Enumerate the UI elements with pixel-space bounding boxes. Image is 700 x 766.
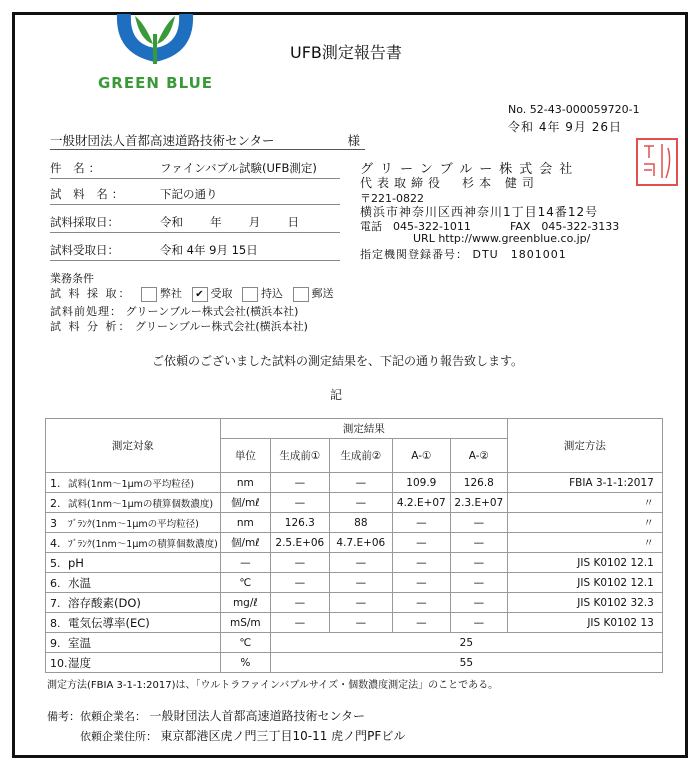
col-before-1: 生成前① — [270, 439, 329, 473]
table-row — [46, 653, 663, 673]
company-fax: FAX 045-322-3133 — [510, 220, 620, 233]
row-number: 5. — [50, 556, 61, 570]
col-before-2: 生成前② — [329, 439, 392, 473]
cell-value: — — [450, 513, 507, 533]
row-number: 7. — [50, 596, 61, 610]
footnote: 測定方法(FBIA 3-1-1:2017)は、「ウルトラファインバブルサイズ・個数濃度測定法」のことである。 — [47, 680, 499, 691]
row-target — [46, 633, 221, 653]
addressee — [50, 131, 365, 150]
green-blue-logo — [95, 14, 220, 96]
results-table — [45, 418, 663, 673]
cell-value: — — [329, 473, 392, 493]
company-address: 横浜市神奈川区西神奈川1丁目14番12号 — [360, 205, 599, 219]
cell-value: — — [270, 493, 329, 513]
addressee-name: 一般財団法人首都高速道路技術センター — [50, 133, 275, 148]
row-method: FBIA 3-1-1:2017 — [507, 473, 662, 493]
col-unit: 単位 — [220, 439, 270, 473]
cell-value: — — [270, 573, 329, 593]
cell-value: — — [392, 573, 450, 593]
table-row — [46, 493, 663, 513]
cell-value: — — [220, 553, 270, 573]
option-label: 弊社 — [160, 287, 182, 300]
cell-value: — — [392, 513, 450, 533]
field-sample-name — [50, 186, 340, 205]
cell-unit: ℃ — [220, 633, 270, 653]
row-number: 1. — [50, 476, 61, 490]
row-name: 試料(1nm～1μmの平均粒径) — [68, 478, 195, 490]
cell-value: — — [392, 593, 450, 613]
cell-value: — — [392, 553, 450, 573]
field-label: 試 料 名： — [50, 187, 128, 201]
remarks-client — [47, 707, 665, 724]
sampling-label: 試 料 採 取： — [50, 287, 132, 300]
checkbox-received[interactable]: ✔ — [192, 287, 208, 302]
table-row — [46, 553, 663, 573]
row-method: JIS K0102 32.3 — [507, 593, 662, 613]
row-number: 8. — [50, 616, 61, 630]
cell-value: — — [450, 593, 507, 613]
row-method: JIS K0102 12.1 — [507, 573, 662, 593]
company-seal — [636, 138, 678, 186]
cell-value: 個/mℓ — [220, 493, 270, 513]
field-label: 試料受取日： — [50, 243, 119, 257]
cell-value: 55 — [270, 653, 662, 673]
row-target — [46, 613, 221, 633]
row-name: 試料(1nm～1μmの積算個数濃度) — [68, 498, 214, 510]
row-name: 水温 — [68, 575, 91, 590]
pretreatment-label: 試料前処理： — [50, 305, 122, 318]
registration-number: 指定機関登録番号： DTU 1801001 — [360, 248, 567, 261]
cell-value: — — [270, 613, 329, 633]
table-row — [46, 513, 663, 533]
row-method: JIS K0102 12.1 — [507, 553, 662, 573]
cell-value: 2.5.E+06 — [270, 533, 329, 553]
intro-text: ご依頼のございました試料の測定結果を、下記の通り報告致します。 — [152, 354, 524, 368]
cell-value: nm — [220, 513, 270, 533]
cell-value: — — [270, 593, 329, 613]
row-target — [46, 573, 221, 593]
client-address: 東京都港区虎ノ門三丁目10-11 虎ノ門PFビル — [160, 729, 406, 743]
field-sampling-date — [50, 214, 340, 233]
cell-value: ℃ — [220, 573, 270, 593]
field-value: 令和 4年 9月 15日 — [160, 243, 258, 257]
table-row — [46, 613, 663, 633]
cell-value: — — [329, 573, 392, 593]
pretreatment-value: グリーンブルー株式会社(横浜本社) — [125, 305, 299, 318]
row-name: 室温 — [68, 635, 91, 650]
cell-value: — — [392, 533, 450, 553]
checkbox-brought[interactable] — [242, 287, 258, 302]
page-title: UFB測定報告書 — [290, 43, 402, 62]
cell-value: 4.7.E+06 — [329, 533, 392, 553]
row-method: 〃 — [507, 533, 662, 553]
table-row — [46, 593, 663, 613]
company-url: URL http://www.greenblue.co.jp/ — [413, 232, 591, 245]
field-received-date — [50, 242, 340, 261]
row-target — [46, 533, 221, 553]
results-section — [45, 418, 665, 744]
cell-value: — — [450, 553, 507, 573]
row-name: ﾌﾞﾗﾝｸ(1nm～1μmの平均粒径) — [68, 518, 199, 530]
field-label: 試料採取日： — [50, 215, 119, 229]
header-method: 測定方法 — [507, 419, 662, 473]
cell-value: — — [270, 473, 329, 493]
row-name: 溶存酸素(DO) — [68, 595, 141, 610]
field-value: 下記の通り — [160, 187, 218, 201]
cell-value: — — [392, 613, 450, 633]
company-name: グリーンブルー株式会社 — [360, 162, 580, 177]
row-target — [46, 513, 221, 533]
cell-value: — — [329, 613, 392, 633]
option-label: 受取 — [210, 287, 233, 300]
cell-value: 2.3.E+07 — [450, 493, 507, 513]
cell-value: 109.9 — [392, 473, 450, 493]
col-a1: A-① — [392, 439, 450, 473]
ki-heading: 記 — [330, 388, 343, 402]
remarks-label: 備考： — [47, 710, 80, 723]
checkbox-mail[interactable] — [293, 287, 309, 302]
pretreatment — [50, 303, 298, 319]
cell-value: 25 — [270, 633, 662, 653]
table-row — [46, 533, 663, 553]
cell-value: mS/m — [220, 613, 270, 633]
company-zip: 〒221-0822 — [360, 192, 424, 205]
client-name: 一般財団法人首都高速道路技術センター — [149, 709, 366, 723]
analysis-label: 試 料 分 析： — [50, 320, 132, 333]
col-a2: A-② — [450, 439, 507, 473]
row-number: 4. — [50, 536, 61, 550]
report-number: No. 52-43-000059720-1 — [508, 103, 640, 116]
row-number: 10. — [50, 656, 68, 670]
address-label: 依頼企業住所： — [80, 730, 157, 743]
field-subject — [50, 160, 340, 179]
row-method: 〃 — [507, 513, 662, 533]
cell-value: — — [450, 533, 507, 553]
header-target: 測定対象 — [46, 419, 221, 473]
row-number: 9. — [50, 636, 61, 650]
row-target — [46, 473, 221, 493]
checkbox-own[interactable] — [141, 287, 157, 302]
row-target — [46, 653, 221, 673]
option-label: 郵送 — [311, 287, 334, 300]
company-representative: 代表取締役 杉本 健司 — [360, 176, 539, 190]
row-number: 6. — [50, 576, 61, 590]
table-row — [46, 633, 663, 653]
cell-value: — — [329, 553, 392, 573]
cell-value: — — [270, 553, 329, 573]
row-number: 3 — [50, 516, 57, 530]
row-target — [46, 493, 221, 513]
row-name: 電気伝導率(EC) — [68, 615, 150, 630]
report-date: 令和 4年 9月 26日 — [508, 120, 622, 134]
row-method: JIS K0102 13 — [507, 613, 662, 633]
cell-value: — — [329, 493, 392, 513]
analysis — [50, 318, 308, 334]
table-row — [46, 573, 663, 593]
row-target — [46, 593, 221, 613]
company-tel: 電話 045-322-1011 — [360, 220, 471, 233]
cell-value: 88 — [329, 513, 392, 533]
remarks-address — [80, 727, 665, 744]
cell-value: — — [450, 613, 507, 633]
field-value: 令和 年 月 日 — [160, 215, 299, 229]
cell-value: nm — [220, 473, 270, 493]
row-name: 湿度 — [68, 655, 91, 670]
cell-value: 126.3 — [270, 513, 329, 533]
field-value: ファインバブル試験(UFB測定) — [160, 161, 317, 175]
row-name: ﾌﾞﾗﾝｸ(1nm～1μmの積算個数濃度) — [68, 538, 218, 550]
header-results: 測定結果 — [220, 419, 507, 439]
logo-text: GREEN BLUE — [98, 74, 214, 92]
cell-value: 126.8 — [450, 473, 507, 493]
addressee-suffix: 様 — [347, 133, 360, 148]
cell-unit: % — [220, 653, 270, 673]
cell-value: 個/mℓ — [220, 533, 270, 553]
cell-value: 4.2.E+07 — [392, 493, 450, 513]
row-method: 〃 — [507, 493, 662, 513]
sampling-method — [50, 285, 334, 302]
row-target — [46, 553, 221, 573]
row-name: pH — [68, 555, 84, 570]
row-number: 2. — [50, 496, 61, 510]
table-row — [46, 473, 663, 493]
cell-value: mg/ℓ — [220, 593, 270, 613]
analysis-value: グリーンブルー株式会社(横浜本社) — [135, 320, 308, 333]
cell-value: — — [329, 593, 392, 613]
client-label: 依頼企業名： — [80, 710, 146, 723]
option-label: 持込 — [261, 287, 283, 300]
cell-value: — — [450, 573, 507, 593]
field-label: 件 名： — [50, 161, 105, 175]
conditions-heading: 業務条件 — [50, 272, 94, 285]
